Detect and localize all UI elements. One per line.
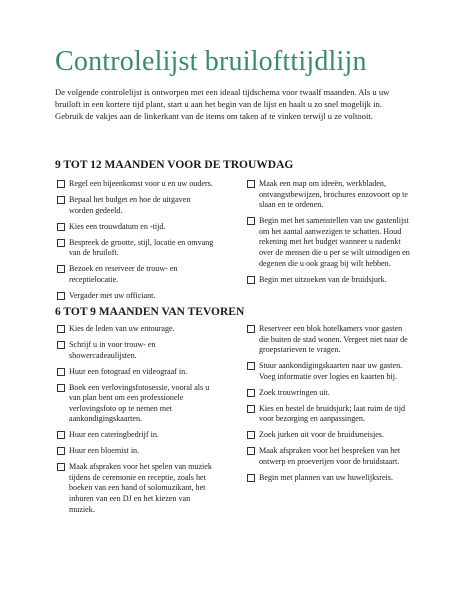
- checkbox[interactable]: [57, 325, 65, 333]
- checklist-item-text: Maak afspraken voor het bespreken van het ontwerp en proeverijen voor de bruidstaart.: [259, 446, 401, 466]
- checkbox[interactable]: [57, 292, 65, 300]
- checkbox[interactable]: [57, 384, 65, 392]
- checklist-item-text: Kies en bestel de bruidsjurk; laat ruim de tijd voor bezorging en aanpassingen.: [259, 403, 406, 424]
- checklist-item: [57, 179, 215, 190]
- checkbox[interactable]: [57, 341, 65, 349]
- checkbox[interactable]: [247, 389, 255, 397]
- checklist-item-text: Maak afspraken voor het spelen van muziek tijdens de ceremonie en receptie, zoals het boeken van een band of solomuzikant, het inhuren van een DJ en het kiezen van muziek.: [69, 462, 212, 514]
- checklist-column-left: [57, 324, 215, 521]
- checkbox[interactable]: [247, 180, 255, 188]
- checklist-item-text: Schrijf u in voor trouw- en showercadeaulijsten.: [69, 339, 156, 360]
- checkbox[interactable]: [57, 368, 65, 376]
- checkbox[interactable]: [247, 447, 255, 455]
- checklist-item: [247, 275, 412, 286]
- checklist-item: [247, 430, 412, 441]
- checklist-item: [247, 179, 412, 211]
- checklist-item-text: Huur een cateringbedrijf in.: [69, 430, 159, 440]
- checkbox[interactable]: [57, 447, 65, 455]
- checkbox[interactable]: [57, 463, 65, 471]
- checklist-item: [247, 216, 412, 269]
- checklist-item-text: Stuur aankondigingskaarten naar uw gasten. Voeg informatie over logies en kaarten bij.: [259, 361, 403, 381]
- checklist-item-text: Kies een trouwdatum en -tijd.: [69, 221, 166, 231]
- checkbox[interactable]: [247, 362, 255, 370]
- checklist-item: [57, 340, 215, 361]
- checklist-item: [247, 388, 412, 399]
- checklist-item-text: Kies de leden van uw entourage.: [69, 324, 175, 333]
- checkbox[interactable]: [247, 431, 255, 439]
- checkbox[interactable]: [247, 217, 255, 225]
- checklist-item: [57, 264, 215, 285]
- checklist-item: [57, 367, 215, 378]
- checklist-item-text: Boek een verlovingsfotosessie, vooral als u van plan bent om een professionele verlovingsfoto op te nemen met aankondigingskaarten.: [69, 382, 210, 424]
- checklist-item: [57, 222, 215, 233]
- checkbox[interactable]: [57, 223, 65, 231]
- section-heading-9-12-months: 9 TOT 12 MAANDEN VOOR DE TROUWDAG: [55, 159, 294, 171]
- checklist-item: [57, 446, 215, 457]
- checklist-item-text: Bepaal het budget en hoe de uitgaven worden gedeeld.: [69, 194, 191, 215]
- checkbox[interactable]: [57, 431, 65, 439]
- checklist-item: [57, 324, 215, 335]
- checklist-item-text: Zoek jurken uit voor de bruidsmeisjes.: [259, 430, 384, 440]
- checklist-item-text: Begin met plannen van uw huwelijksreis.: [259, 472, 393, 482]
- checkbox[interactable]: [57, 265, 65, 273]
- checkbox[interactable]: [247, 405, 255, 413]
- checklist-item-text: Zoek trouwringen uit.: [259, 387, 330, 397]
- checklist-item: [247, 446, 412, 467]
- checkbox[interactable]: [57, 180, 65, 188]
- checklist-item-text: Regel een bijeenkomst voor u en uw ouders.: [69, 179, 213, 188]
- checklist-item: [247, 404, 412, 425]
- checklist-item-text: Begin met uitzoeken van de bruidsjurk.: [259, 274, 387, 284]
- checklist-item: [57, 291, 215, 302]
- checklist-item: [247, 361, 412, 382]
- checklist-item: [57, 462, 215, 515]
- checklist-item: [57, 195, 215, 216]
- checklist-item-text: Bezoek en reserveer de trouw- en receptielocatie.: [69, 264, 178, 284]
- checklist-item: [57, 430, 215, 441]
- checklist-item: [57, 383, 215, 425]
- checklist-item-text: Vergader met uw officiant.: [69, 290, 156, 300]
- page-title: Controlelijst bruilofttijdlijn: [55, 46, 367, 77]
- intro-paragraph: De volgende controlelijst is ontworpen met een ideaal tijdschema voor twaalf maanden. Als u uw bruiloft in een kortere tijd plant, start u aan het begin van de lijst en haalt u zo snel mogelijk in. Gebruik de vakjes aan de linkerkant van de items om taken af te vinken terwijl u ze voltooit.: [55, 87, 390, 121]
- checklist-item-text: Huur een fotograaf en videograaf in.: [69, 366, 188, 376]
- checklist-item-text: Begin met het samenstellen van uw gastenlijst om het aantal aanwezigen te schatten. Houd rekening met het budget wanneer u nadenkt over de mensen die u per se wilt uitnodigen en degenen die u ook graag bij wilt hebben.: [259, 216, 410, 268]
- checklist-column-right: [247, 179, 412, 291]
- checkbox[interactable]: [247, 474, 255, 482]
- checkbox[interactable]: [247, 325, 255, 333]
- checklist-item: [247, 324, 412, 356]
- checklist-item-text: Bespreek de grootte, stijl, locatie en omvang van de bruiloft.: [69, 237, 214, 258]
- checklist-column-left: [57, 179, 215, 307]
- checkbox[interactable]: [247, 276, 255, 284]
- checklist-item-text: Huur een bloemist in.: [69, 446, 140, 456]
- checklist-item: [57, 238, 215, 259]
- checklist-item-text: Reserveer een blok hotelkamers voor gasten die buiten de stad wonen. Vergeet niet naar de groepstarieven te vragen.: [259, 324, 408, 355]
- checklist-item-text: Maak een map om ideeën, werkbladen, ontvangstbewijzen, brochures enzovoort op te slaan en te ordenen.: [259, 179, 409, 210]
- checklist-column-right: [247, 324, 412, 489]
- checkbox[interactable]: [57, 196, 65, 204]
- section-heading-6-9-months: 6 TOT 9 MAANDEN VAN TEVOREN: [55, 306, 245, 318]
- checkbox[interactable]: [57, 239, 65, 247]
- checklist-item: [247, 473, 412, 484]
